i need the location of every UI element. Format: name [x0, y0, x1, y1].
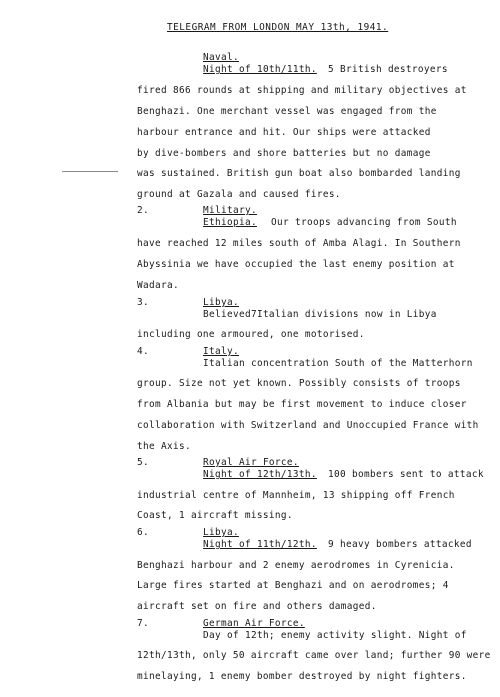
- body-line: 9 heavy bombers attacked: [328, 539, 472, 550]
- body-line: Our troops advancing from South: [271, 217, 457, 228]
- body-line: industrial centre of Mannheim, 13 shipping off French: [137, 490, 455, 501]
- section-heading-military: Military.: [203, 205, 257, 216]
- section-number: 2.: [137, 205, 149, 216]
- body-line: Italian concentration South of the Matterhorn: [203, 358, 473, 369]
- section-number: 6.: [137, 527, 149, 538]
- body-line: ground at Gazala and caused fires.: [137, 189, 341, 200]
- body-line: Wadara.: [137, 280, 179, 291]
- section-heading-libya: Libya.: [203, 527, 239, 538]
- section-number: 3.: [137, 297, 149, 308]
- body-line: harbour entrance and hit. Our ships were attacked: [137, 127, 431, 138]
- body-line: have reached 12 miles south of Amba Alagi. In Southern: [137, 238, 461, 249]
- body-line: Benghazi harbour and 2 enemy aerodromes in Cyrenicia.: [137, 560, 455, 571]
- section-subheading: Night of 10th/11th.: [203, 64, 317, 75]
- body-line: 100 bombers sent to attack: [328, 469, 484, 480]
- body-line: group. Size not yet known. Possibly consists of troops: [137, 378, 461, 389]
- section-heading-libya: Libya.: [203, 297, 239, 308]
- body-line: by dive-bombers and shore batteries but no damage: [137, 148, 431, 159]
- section-heading-naval: Naval.: [203, 52, 239, 63]
- body-line: 5 British destroyers: [328, 64, 448, 75]
- body-line: was sustained. British gun boat also bombarded landing: [137, 168, 461, 179]
- section-number: 5.: [137, 457, 149, 468]
- section-heading-gaf: German Air Force.: [203, 618, 305, 629]
- section-subheading: Night of 12th/13th.: [203, 469, 317, 480]
- body-line: 12th/13th, only 50 aircraft came over land; further 90 were: [137, 650, 491, 661]
- body-line: Day of 12th; enemy activity slight. Night of: [203, 630, 467, 641]
- body-line: collaboration with Switzerland and Unoccupied France with: [137, 420, 479, 431]
- section-heading-italy: Italy.: [203, 346, 239, 357]
- body-line: Believed7Italian divisions now in Libya: [203, 309, 437, 320]
- body-line: aircraft set on fire and others damaged.: [137, 601, 377, 612]
- section-heading-raf: Royal Air Force.: [203, 457, 299, 468]
- section-number: 4.: [137, 346, 149, 357]
- margin-pencil-mark: [62, 171, 118, 172]
- body-line: including one armoured, one motorised.: [137, 329, 365, 340]
- body-line: Large fires started at Benghazi and on aerodromes; 4: [137, 580, 449, 591]
- body-line: from Albania but may be first movement to induce closer: [137, 399, 467, 410]
- body-line: Abyssinia we have occupied the last enemy position at: [137, 259, 455, 270]
- body-line: Coast, 1 aircraft missing.: [137, 510, 293, 521]
- section-number: 7.: [137, 618, 149, 629]
- document-title: TELEGRAM FROM LONDON MAY 13th, 1941.: [167, 22, 389, 33]
- section-subheading: Night of 11th/12th.: [203, 539, 317, 550]
- body-line: minelaying, 1 enemy bomber destroyed by night fighters.: [137, 671, 467, 682]
- body-line: fired 866 rounds at shipping and military objectives at: [137, 85, 467, 96]
- body-line: the Axis.: [137, 441, 191, 452]
- section-subheading: Ethiopia.: [203, 217, 257, 228]
- body-line: Benghazi. One merchant vessel was engaged from the: [137, 106, 437, 117]
